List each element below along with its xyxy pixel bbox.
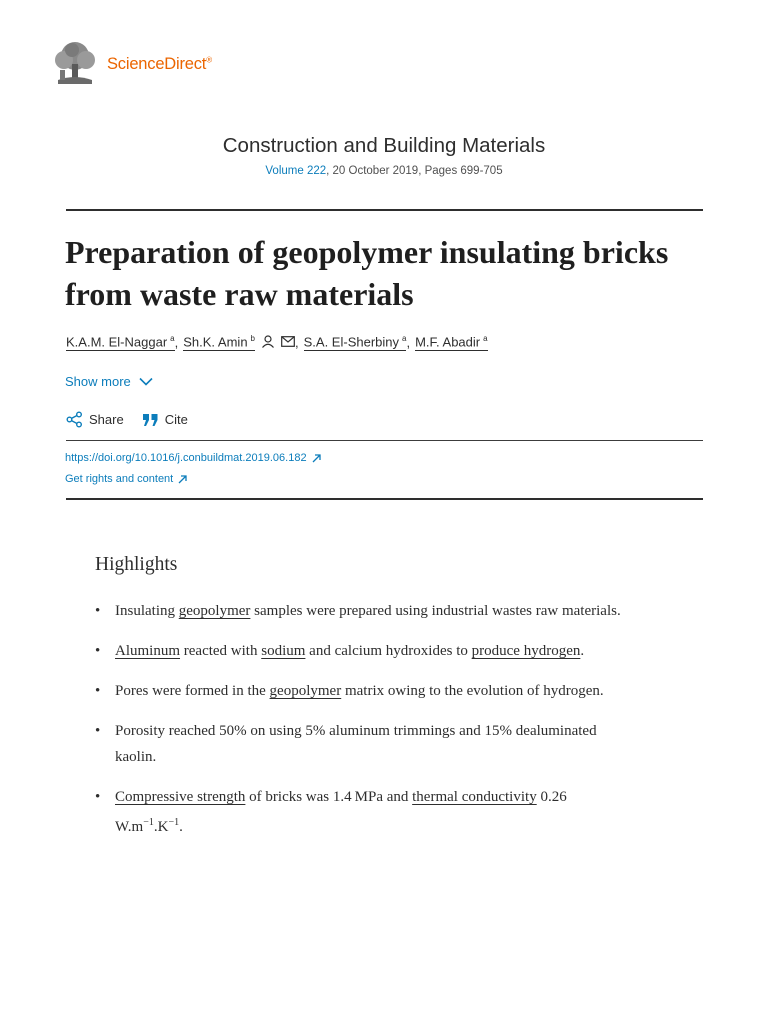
sciencedirect-logo[interactable] bbox=[50, 40, 220, 86]
highlight-item bbox=[95, 784, 625, 840]
external-link-icon bbox=[178, 475, 187, 484]
highlight-text: samples were prepared using industrial wastes raw materials. bbox=[250, 603, 621, 619]
doi-text: https://doi.org/10.1016/j.conbuildmat.2019.06.182 bbox=[65, 452, 307, 464]
highlight-text: −1 bbox=[143, 817, 154, 828]
highlight-item bbox=[95, 678, 625, 704]
author-link[interactable]: K.A.M. El-Naggar $^a$ bbox=[66, 334, 175, 350]
show-more-button[interactable] bbox=[65, 374, 153, 389]
author-link[interactable]: M.F. Abadir $^a$ bbox=[415, 334, 488, 350]
highlight-item bbox=[95, 598, 625, 624]
author-list: K.A.M. El-Naggar $^a$ , Sh.K. Amin $^b$ , S.A. El-Sherbiny $^a$ , M.F. Abadir $^a$ bbox=[66, 334, 488, 351]
external-link-icon bbox=[312, 454, 321, 463]
rights-text: Get rights and content bbox=[65, 473, 174, 485]
highlight-text: . bbox=[179, 819, 183, 835]
share-button[interactable] bbox=[66, 411, 124, 428]
volume-link[interactable]: Volume 222 bbox=[265, 165, 327, 177]
highlight-text: Pores were formed in the bbox=[115, 683, 270, 699]
share-icon bbox=[66, 411, 83, 428]
highlight-text: Insulating bbox=[115, 603, 179, 619]
article-actions bbox=[66, 411, 206, 428]
doi-link[interactable] bbox=[65, 452, 321, 464]
topic-link[interactable]: geopolymer bbox=[178, 603, 251, 619]
chevron-down-icon bbox=[139, 377, 153, 386]
highlight-text: .K bbox=[153, 819, 169, 835]
issue-info bbox=[0, 165, 768, 177]
highlight-text: −1 bbox=[168, 817, 180, 828]
rights-link[interactable] bbox=[65, 473, 187, 485]
highlight-text: matrix owing to the evolution of hydrogen. bbox=[341, 683, 604, 699]
highlights-heading: Highlights bbox=[95, 554, 178, 575]
highlight-text: 0.26 W.m bbox=[115, 789, 570, 835]
email-icon[interactable] bbox=[281, 335, 295, 350]
author-link[interactable]: S.A. El-Sherbiny $^a$ bbox=[303, 334, 407, 350]
person-icon bbox=[261, 335, 275, 351]
highlight-item bbox=[95, 718, 625, 770]
topic-link[interactable]: produce hydrogen bbox=[471, 643, 581, 659]
topic-link[interactable]: Aluminum bbox=[115, 643, 181, 659]
quote-icon bbox=[142, 413, 159, 427]
cite-label: Cite bbox=[164, 412, 188, 427]
highlights-list bbox=[95, 598, 625, 854]
divider bbox=[66, 440, 703, 441]
highlight-text: and calcium hydroxides to bbox=[305, 643, 472, 659]
issue-date-pages: , 20 October 2019, Pages 699-705 bbox=[326, 165, 503, 177]
logo-text: ScienceDirect® bbox=[107, 55, 212, 73]
topic-link[interactable]: sodium bbox=[261, 643, 306, 659]
highlight-text: . bbox=[580, 643, 585, 659]
top-divider bbox=[66, 209, 703, 211]
highlight-item bbox=[95, 638, 625, 664]
show-more-label: Show more bbox=[65, 374, 131, 389]
cite-button[interactable] bbox=[142, 412, 188, 427]
highlight-text: Porosity reached 50% on using 5% aluminum trimmings and 15% dealuminated kaolin. bbox=[115, 723, 597, 765]
author-link[interactable]: Sh.K. Amin $^b$ bbox=[183, 334, 255, 350]
topic-link[interactable]: geopolymer bbox=[269, 683, 342, 699]
topic-link[interactable]: thermal conductivity bbox=[412, 789, 537, 805]
highlight-text: reacted with bbox=[180, 643, 262, 659]
elsevier-tree-icon bbox=[50, 40, 100, 86]
highlight-text: of bricks was 1.4 MPa and bbox=[245, 789, 413, 805]
topic-link[interactable]: Compressive strength bbox=[115, 789, 246, 805]
bottom-divider bbox=[66, 498, 703, 500]
article-title: Preparation of geopolymer insulating bricks from waste raw materials bbox=[65, 234, 669, 312]
journal-title[interactable]: Construction and Building Materials bbox=[222, 134, 546, 157]
share-label: Share bbox=[89, 412, 124, 427]
